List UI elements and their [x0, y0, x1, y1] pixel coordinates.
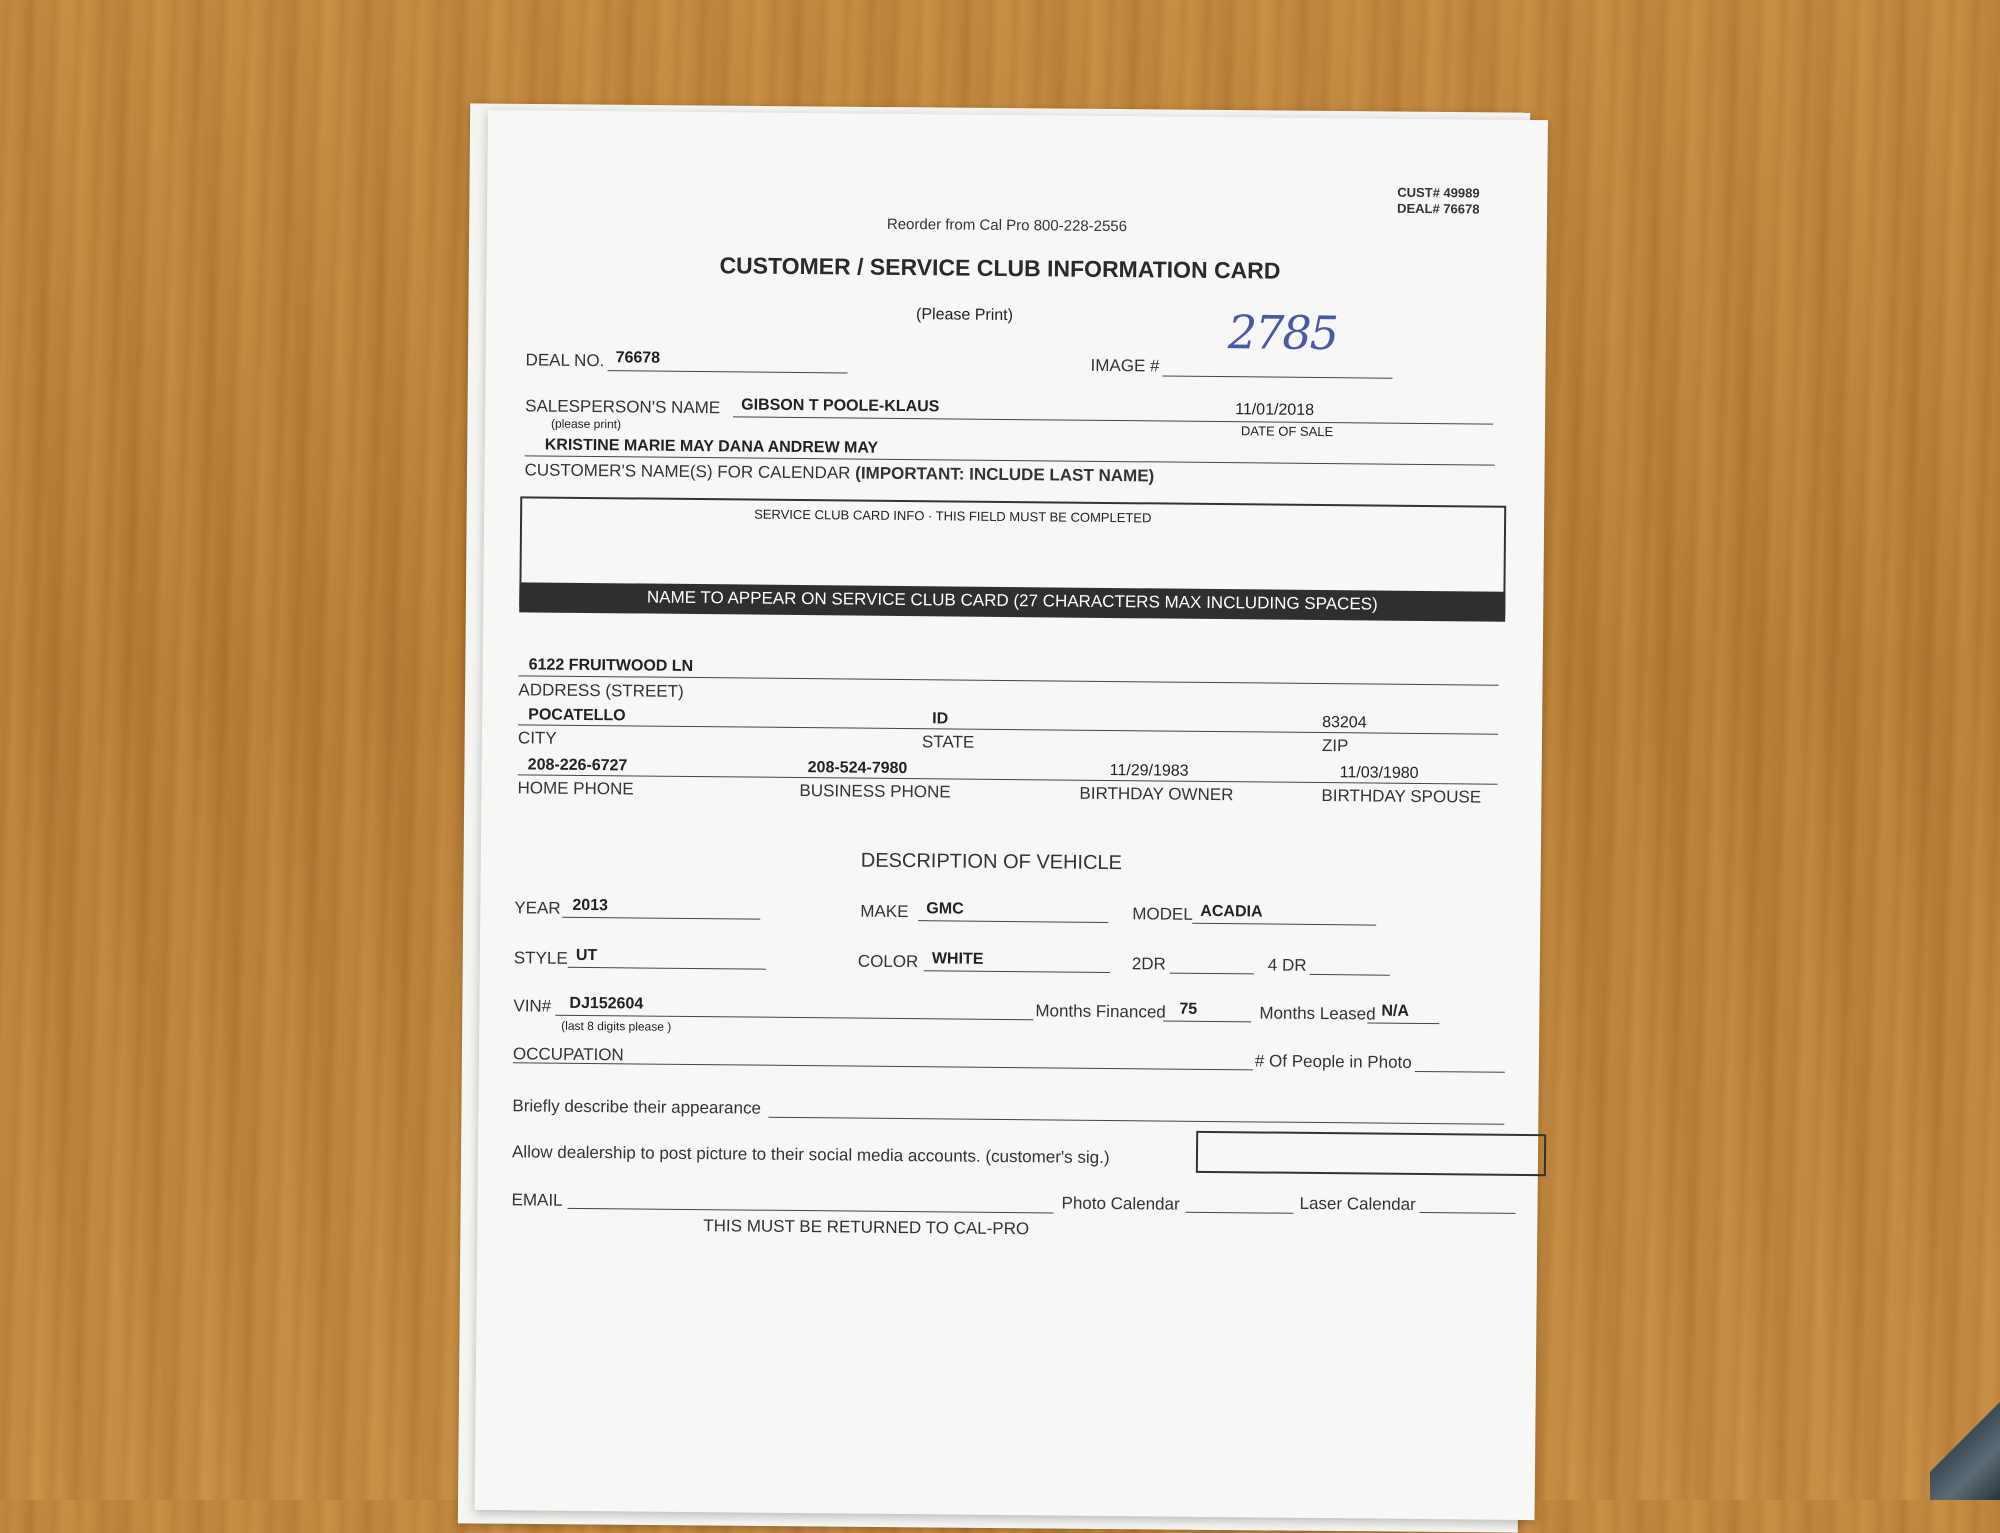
style-label: STYLE: [513, 948, 568, 968]
color-label: COLOR: [857, 951, 919, 972]
people-in-photo-line: [1415, 1071, 1505, 1073]
image-line: [1162, 375, 1392, 378]
make-label: MAKE: [860, 901, 909, 922]
laser-calendar-line: [1419, 1212, 1515, 1214]
make-line: [918, 920, 1108, 923]
birthday-owner-value: 11/29/1983: [1109, 761, 1189, 780]
zip-label: ZIP: [1321, 736, 1349, 756]
deal-no-line: [607, 370, 847, 373]
photo-calendar-label: Photo Calendar: [1061, 1193, 1180, 1214]
months-financed-line: [1163, 1021, 1251, 1023]
salesperson-value: GIBSON T POOLE-KLAUS: [741, 396, 940, 416]
reorder-note: Reorder from Cal Pro 800-228-2556: [886, 215, 1128, 236]
customer-names-value: KRISTINE MARIE MAY DANA ANDREW MAY: [544, 436, 879, 457]
make-value: GMC: [926, 900, 964, 918]
email-line: [567, 1208, 1053, 1214]
model-label: MODEL: [1132, 904, 1193, 924]
months-financed-value: 75: [1179, 1000, 1198, 1018]
color-value: WHITE: [931, 950, 984, 968]
appearance-line: [768, 1117, 1504, 1125]
4dr-label: 4 DR: [1267, 955, 1307, 975]
city-value: POCATELLO: [528, 706, 626, 725]
birthday-spouse-value: 11/03/1980: [1339, 764, 1419, 782]
vin-label: VIN#: [513, 996, 552, 1016]
corner-object: [1930, 1390, 2000, 1500]
style-line: [568, 967, 766, 970]
color-line: [924, 970, 1110, 973]
return-note: THIS MUST BE RETURNED TO CAL-PRO: [703, 1216, 1030, 1239]
year-line: [562, 917, 760, 920]
2dr-label: 2DR: [1131, 954, 1166, 974]
form-title: CUSTOMER / SERVICE CLUB INFORMATION CARD: [719, 252, 1281, 284]
service-club-name-band: NAME TO APPEAR ON SERVICE CLUB CARD (27 CHARACTERS MAX INCLUDING SPACES): [519, 582, 1505, 621]
model-value: ACADIA: [1200, 902, 1263, 921]
customer-names-label: [524, 460, 1154, 486]
deal-no-value: 76678: [615, 349, 661, 367]
months-leased-value: N/A: [1381, 1002, 1410, 1020]
model-line: [1192, 923, 1376, 926]
2dr-line: [1170, 973, 1254, 975]
image-number-handwritten: 2785: [1227, 305, 1338, 361]
vehicle-heading: DESCRIPTION OF VEHICLE: [860, 849, 1123, 875]
address-label: ADDRESS (STREET): [518, 680, 684, 701]
email-label: EMAIL: [511, 1190, 563, 1210]
laser-calendar-label: Laser Calendar: [1299, 1193, 1416, 1214]
vin-sub: (last 8 digits please ): [561, 1018, 672, 1034]
cust-number: CUST# 49989: [1397, 184, 1480, 201]
4dr-line: [1310, 974, 1390, 976]
service-club-box-title: SERVICE CLUB CARD INFO · THIS FIELD MUST BE COMPLETED: [754, 506, 1152, 526]
customer-label-text: CUSTOMER'S NAME(S) FOR CALENDAR: [524, 460, 856, 483]
salesperson-line: [733, 416, 1493, 424]
home-phone-value: 208-226-6727: [527, 756, 628, 775]
customer-label-important: (IMPORTANT: INCLUDE LAST NAME): [855, 463, 1155, 486]
months-leased-label: Months Leased: [1259, 1003, 1376, 1024]
year-value: 2013: [572, 896, 609, 915]
occupation-label: OCCUPATION: [512, 1044, 624, 1065]
city-label: CITY: [517, 728, 557, 748]
zip-value: 83204: [1322, 714, 1367, 732]
social-media-label: Allow dealership to post picture to their social media accounts. (customer's sig.): [511, 1142, 1110, 1168]
state-value: ID: [932, 710, 949, 728]
customer-signature-box[interactable]: [1196, 1131, 1546, 1176]
form-subtitle: (Please Print): [915, 306, 1014, 325]
business-phone-label: BUSINESS PHONE: [799, 781, 951, 802]
information-card: [475, 110, 1548, 1520]
state-label: STATE: [921, 732, 975, 752]
months-leased-line: [1367, 1022, 1439, 1024]
style-value: UT: [575, 946, 598, 965]
vin-value: DJ152604: [569, 994, 644, 1013]
photo-calendar-line: [1185, 1212, 1293, 1214]
address-value: 6122 FRUITWOOD LN: [528, 656, 694, 675]
date-of-sale-label: DATE OF SALE: [1240, 423, 1334, 440]
deal-no-label: DEAL NO.: [525, 350, 605, 371]
home-phone-label: HOME PHONE: [517, 778, 634, 799]
date-of-sale-value: 11/01/2018: [1235, 401, 1315, 419]
appearance-label: Briefly describe their appearance: [512, 1096, 762, 1118]
salesperson-label: SALESPERSON'S NAME: [525, 396, 721, 418]
birthday-spouse-label: BIRTHDAY SPOUSE: [1321, 786, 1482, 807]
image-label: IMAGE #: [1090, 355, 1160, 376]
months-financed-label: Months Financed: [1035, 1001, 1166, 1022]
people-in-photo-label: # Of People in Photo: [1254, 1051, 1412, 1072]
birthday-owner-label: BIRTHDAY OWNER: [1079, 783, 1234, 805]
deal-number: DEAL# 76678: [1397, 200, 1480, 217]
occupation-line: [513, 1062, 1253, 1070]
year-label: YEAR: [514, 898, 561, 918]
salesperson-sub: (please print): [550, 416, 622, 432]
business-phone-value: 208-524-7980: [807, 759, 908, 778]
